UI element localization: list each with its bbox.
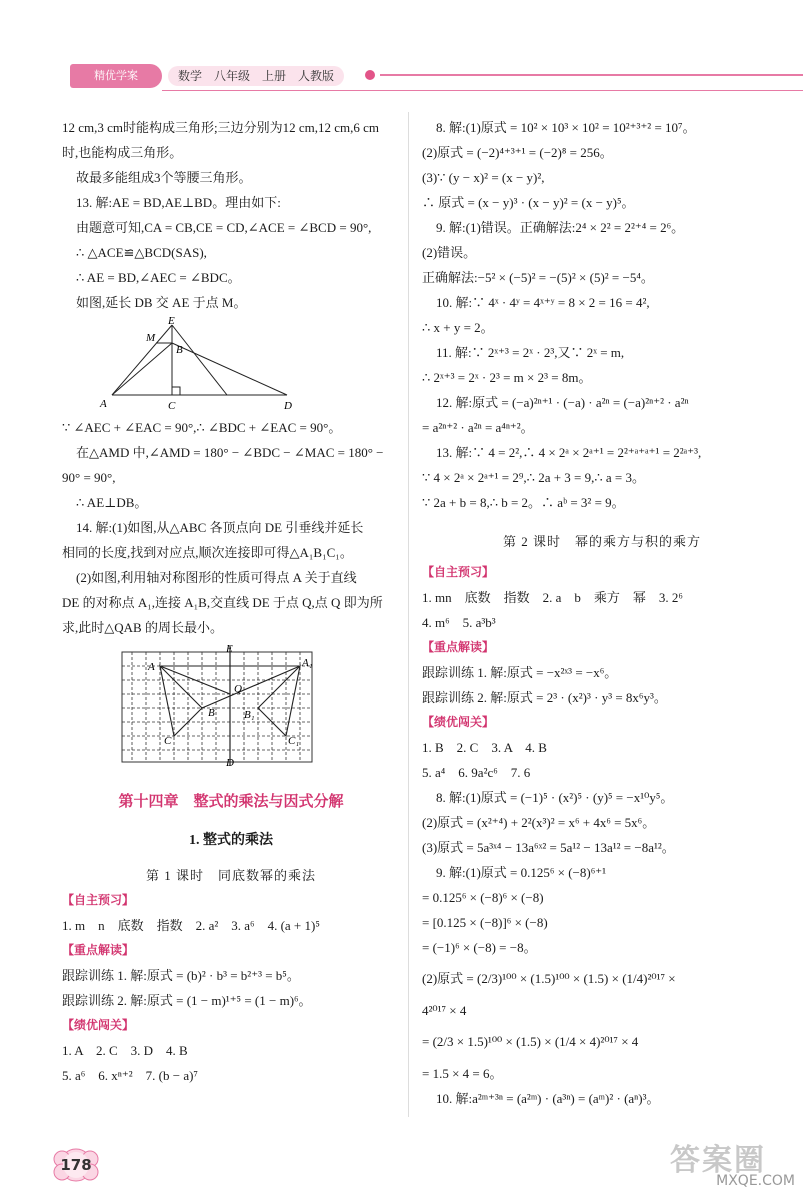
text-line: 11. 解:∵ 2ˣ⁺³ = 2ˣ · 2³,又∵ 2ˣ = m,: [436, 345, 625, 360]
brand-label: 精优学案: [70, 64, 162, 88]
tag-preview: 【自主预习】: [422, 565, 495, 579]
text-line: (2)原式 = (2/3)¹⁰⁰ × (1.5)¹⁰⁰ × (1.5) × (1/4)²⁰¹⁷ ×: [422, 971, 676, 986]
text-line: 跟踪训练 1. 解:原式 = (b)² · b³ = b²⁺³ = b⁵。: [62, 968, 300, 983]
text-line: DE 的对称点 A₁,连接 A₁B,交直线 DE 于点 Q,点 Q 即为所: [62, 595, 383, 610]
text-line: 5. a⁶ 6. xⁿ⁺² 7. (b − a)⁷: [62, 1068, 198, 1083]
text-line: ∵ ∠AEC + ∠EAC = 90°,∴ ∠BDC + ∠EAC = 90°。: [62, 420, 342, 435]
text-line: (2)原式 = (x²⁺⁴) + 2²(x³)² = x⁶ + 4x⁶ = 5x⁶。: [422, 815, 656, 830]
text-line: 在△AMD 中,∠AMD = 180° − ∠BDC − ∠MAC = 180° −: [76, 445, 384, 460]
text-line: 14. 解:(1)如图,从△ABC 各顶点向 DE 引垂线并延长: [76, 520, 364, 535]
tag-preview: 【自主预习】: [62, 893, 135, 907]
text-line: 跟踪训练 1. 解:原式 = −x²ˣ³ = −x⁶。: [422, 665, 618, 680]
text-line: (2)原式 = (−2)⁴⁺³⁺¹ = (−2)⁸ = 256。: [422, 145, 613, 160]
label-a1: A₁: [302, 657, 313, 669]
text-line: 12. 解:原式 = (−a)²ⁿ⁺¹ · (−a) · a²ⁿ = (−a)²ⁿ⁺² · a²ⁿ: [436, 395, 689, 410]
label-e: E: [226, 643, 233, 655]
text-line: = 0.125⁶ × (−8)⁶ × (−8): [422, 890, 544, 905]
text-line: 相同的长度,找到对应点,顺次连接即可得△A₁B₁C₁。: [62, 545, 353, 560]
label-c: C: [168, 400, 176, 412]
lesson-title: 第 1 课时 同底数幂的乘法: [145, 868, 316, 883]
column-divider: [408, 112, 409, 1117]
text-line: = (2/3 × 1.5)¹⁰⁰ × (1.5) × (1/4 × 4)²⁰¹⁷ × 4: [422, 1034, 639, 1049]
lesson-title: 第 2 课时 幂的乘方与积的乘方: [502, 534, 701, 549]
page-number-badge: [48, 1145, 104, 1185]
text-line: (2)错误。: [422, 245, 477, 260]
label-c: C: [164, 735, 172, 747]
header-rule: [380, 74, 803, 76]
text-line: ∴ x + y = 2。: [422, 320, 494, 335]
text-line: 1. B 2. C 3. A 4. B: [422, 740, 547, 755]
text-line: 8. 解:(1)原式 = (−1)⁵ · (x²)⁵ · (y)⁵ = −x¹⁰y⁵。: [436, 790, 674, 805]
text-line: 求,此时△QAB 的周长最小。: [62, 620, 223, 635]
tag-pass: 【绩优闯关】: [422, 715, 495, 729]
header-dot-icon: [365, 70, 375, 80]
text-line: 5. a⁴ 6. 9a²c⁶ 7. 6: [422, 765, 531, 780]
text-line: 1. A 2. C 3. D 4. B: [62, 1043, 188, 1058]
text-line: 13. 解:AE = BD,AE⊥BD。理由如下:: [76, 195, 281, 210]
text-line: ∴ 原式 = (x − y)³ · (x − y)² = (x − y)⁵。: [422, 195, 635, 210]
text-line: (3)∵ (y − x)² = (x − y)²,: [422, 170, 545, 185]
tag-focus: 【重点解读】: [422, 640, 495, 654]
label-b: B: [208, 707, 215, 719]
text-line: ∴ AE = BD,∠AEC = ∠BDC。: [76, 270, 241, 285]
text-line: 1. m n 底数 指数 2. a² 3. a⁶ 4. (a + 1)⁵: [62, 918, 320, 933]
label-a: A: [100, 398, 107, 410]
text-line: 跟踪训练 2. 解:原式 = (1 − m)¹⁺⁵ = (1 − m)⁶。: [62, 993, 312, 1008]
text-line: ∴ △ACE≌△BCD(SAS),: [76, 245, 207, 260]
text-line: ∵ 2a + b = 8,∴ b = 2。∴ aᵇ = 3² = 9。: [422, 495, 625, 510]
label-b1: B₁: [244, 709, 255, 721]
text-line: 13. 解:∵ 4 = 2²,∴ 4 × 2ᵃ × 2ᵃ⁺¹ = 2²⁺ᵃ⁺ᵃ⁺¹ = 2²ᵃ⁺³,: [436, 445, 702, 460]
right-column: [422, 115, 782, 1111]
text-line: ∴ AE⊥DB。: [76, 495, 148, 510]
grid-figure: [62, 642, 400, 767]
text-line: (2)如图,利用轴对称图形的性质可得点 A 关于直线: [76, 570, 357, 585]
text-line: 1. mn 底数 指数 2. a b 乘方 幂 3. 2⁶: [422, 590, 683, 605]
page-header: [70, 64, 770, 92]
text-line: = (−1)⁶ × (−8) = −8。: [422, 940, 537, 955]
text-line: 如图,延长 DB 交 AE 于点 M。: [76, 295, 247, 310]
text-line: = [0.125 × (−8)]⁶ × (−8): [422, 915, 548, 930]
text-line: 4²⁰¹⁷ × 4: [422, 1003, 467, 1018]
section-title: 1. 整式的乘法: [189, 833, 273, 848]
text-line: 正确解法:−5² × (−5)² = −(5)² × (5)² = −5⁴。: [422, 270, 654, 285]
text-line: ∵ 4 × 2ᵃ × 2ᵃ⁺¹ = 2⁹,∴ 2a + 3 = 9,∴ a = 3。: [422, 470, 645, 485]
text-line: 跟踪训练 2. 解:原式 = 2³ · (x²)³ · y³ = 8x⁶y³。: [422, 690, 667, 705]
text-line: 9. 解:(1)错误。正确解法:2⁴ × 2² = 2²⁺⁴ = 2⁶。: [436, 220, 685, 235]
watermark: [660, 1135, 795, 1195]
tag-focus: 【重点解读】: [62, 943, 135, 957]
text-line: 故最多能组成3个等腰三角形。: [76, 170, 252, 185]
left-column: [62, 115, 400, 1088]
watermark-logo: 答案圈: [670, 1143, 766, 1178]
text-line: 12 cm,3 cm时能构成三角形;三边分别为12 cm,12 cm,6 cm: [62, 120, 380, 135]
watermark-url: MXQE.COM: [716, 1173, 795, 1189]
text-line: 时,也能构成三角形。: [62, 145, 183, 160]
label-c1: C₁: [288, 735, 300, 747]
label-d: D: [284, 400, 292, 412]
text-line: 8. 解:(1)原式 = 10² × 10³ × 10² = 10²⁺³⁺² = 10⁷。: [436, 120, 696, 135]
page-number: 178: [60, 1156, 92, 1174]
label-e: E: [168, 315, 175, 327]
text-line: (3)原式 = 5a³ˣ⁴ − 13a⁶ˣ² = 5a¹² − 13a¹² = −8a¹²。: [422, 840, 675, 855]
label-q: Q: [234, 683, 242, 695]
chapter-title: 第十四章 整式的乘法与因式分解: [118, 792, 344, 810]
label-d: D: [226, 757, 234, 767]
text-line: 由题意可知,CA = CB,CE = CD,∠ACE = ∠BCD = 90°,: [76, 220, 372, 235]
text-line: 90° = 90°,: [62, 470, 116, 485]
label-a: A: [148, 661, 155, 673]
text-line: = 1.5 × 4 = 6。: [422, 1066, 503, 1081]
text-line: 10. 解:∵ 4ˣ · 4ʸ = 4ˣ⁺ʸ = 8 × 2 = 16 = 4²,: [436, 295, 650, 310]
text-line: ∴ 2ˣ⁺³ = 2ˣ · 2³ = m × 2³ = 8m。: [422, 370, 592, 385]
text-line: 9. 解:(1)原式 = 0.125⁶ × (−8)⁶⁺¹: [436, 865, 606, 880]
text-line: 4. m⁶ 5. a³b³: [422, 615, 496, 630]
tag-pass: 【绩优闯关】: [62, 1018, 135, 1032]
triangle-figure: [62, 315, 400, 415]
book-meta: 数学 八年级 上册 人教版: [168, 66, 344, 86]
text-line: = a²ⁿ⁺² · a²ⁿ = a⁴ⁿ⁺²。: [422, 420, 534, 435]
label-m: M: [146, 332, 156, 344]
label-b: B: [176, 344, 183, 356]
header-underline: [162, 90, 803, 91]
text-line: 10. 解:a²ᵐ⁺³ⁿ = (a²ᵐ) · (a³ⁿ) = (aᵐ)² · (aⁿ)³。: [436, 1091, 660, 1106]
